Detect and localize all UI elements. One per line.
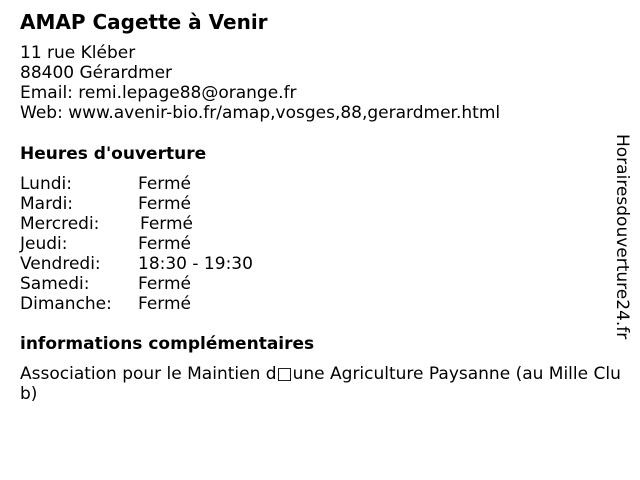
additional-info-heading: informations complémentaires: [20, 334, 315, 354]
hours-day: Lundi:: [20, 174, 72, 194]
business-title: AMAP Cagette à Venir: [20, 10, 268, 34]
hours-value: Fermé: [138, 274, 192, 294]
address-city: 88400 Gérardmer: [20, 63, 173, 83]
opening-hours-table: [20, 174, 320, 314]
contact-web: Web: www.avenir-bio.fr/amap,vosges,88,gerardmer.html: [20, 103, 501, 123]
hours-row-sunday: [20, 294, 320, 314]
hours-row-thursday: [20, 234, 320, 254]
opening-hours-heading: Heures d'ouverture: [20, 144, 207, 164]
additional-info-text: Association pour le Maintien d□une Agriculture Paysanne (au Mille Club): [20, 364, 621, 404]
hours-value: Fermé: [138, 174, 192, 194]
hours-row-friday: [20, 254, 320, 274]
hours-day: Jeudi:: [20, 234, 68, 254]
hours-row-tuesday: [20, 194, 320, 214]
site-watermark: Horairesdouverture24.fr: [612, 134, 632, 340]
hours-day: Dimanche:: [20, 294, 112, 314]
contact-email: Email: remi.lepage88@orange.fr: [20, 83, 297, 103]
hours-value: Fermé: [138, 194, 192, 214]
hours-row-saturday: [20, 274, 320, 294]
hours-row-monday: [20, 174, 320, 194]
hours-value: Fermé: [138, 234, 192, 254]
hours-value: Fermé: [140, 214, 194, 234]
hours-value: Fermé: [138, 294, 192, 314]
hours-day: Samedi:: [20, 274, 90, 294]
address-block: [20, 43, 500, 123]
hours-row-wednesday: [20, 214, 320, 234]
address-street: 11 rue Kléber: [20, 43, 136, 63]
hours-day: Vendredi:: [20, 254, 101, 274]
hours-day: Mercredi:: [20, 214, 100, 234]
hours-day: Mardi:: [20, 194, 74, 214]
hours-value: 18:30 - 19:30: [138, 254, 253, 274]
